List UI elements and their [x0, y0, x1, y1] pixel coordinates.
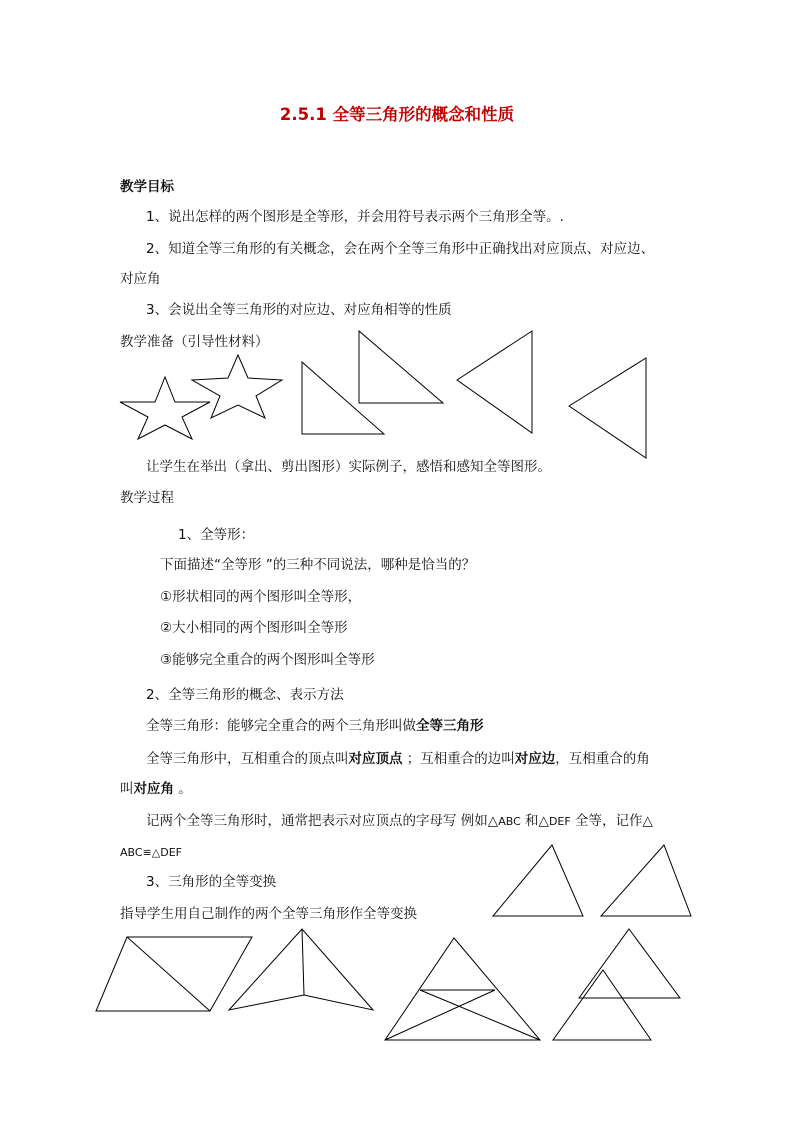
definition-term: 全等三角形 — [416, 718, 484, 734]
correspondence-line-2 — [120, 780, 192, 798]
option-3: ③能够完全重合的两个图形叫全等形 — [160, 652, 375, 668]
objective-2-cont: 对应角 — [120, 271, 161, 287]
term-side: 对应边 — [514, 751, 556, 767]
right-triangle-1 — [302, 362, 384, 434]
objective-2: 2、知道全等三角形的有关概念，会在两个全等三角形中正确找出对应顶点、对应边、 — [146, 241, 655, 257]
kite-figure — [229, 929, 373, 1010]
guide-text: 指导学生用自己制作的两个全等三角形作全等变换 — [120, 906, 417, 922]
label-def: DEF — [548, 815, 571, 828]
preparation-note: 让学生在举出（拿出、剪出图形）实际例子，感悟和感知全等图形。 — [146, 459, 551, 475]
label-abc: ABC — [498, 815, 521, 828]
notation-line-1 — [146, 812, 653, 831]
section-3: 3、三角形的全等变换 — [146, 874, 277, 890]
stacked-triangles-figure — [553, 929, 680, 1040]
star-2 — [192, 355, 282, 418]
process-heading: 教学过程 — [120, 490, 174, 506]
objective-3: 3、会说出全等三角形的对应边、对应角相等的性质 — [146, 302, 452, 318]
term-vertex: 对应顶点 — [348, 751, 403, 767]
correspondence-line-1 — [146, 750, 650, 768]
section-1: 1、全等形： — [178, 527, 255, 543]
definition-prefix: 全等三角形：能够完全重合的两个三角形叫做 — [146, 718, 416, 734]
option-1: ①形状相同的两个图形叫全等形， — [160, 589, 362, 605]
definition — [146, 717, 484, 735]
objectives-heading: 教学目标 — [120, 179, 174, 195]
text-segment: 记两个全等三角形时，通常把表示对应顶点的字母写 例如△ — [146, 813, 499, 829]
text-segment: ，互相重合的角 — [555, 751, 650, 767]
right-triangle-2 — [359, 331, 443, 403]
term-angle: 对应角 — [133, 781, 174, 797]
left-triangle-2 — [569, 358, 646, 458]
objective-1: 1、说出怎样的两个图形是全等形，并会用符号表示两个三角形全等。. — [146, 209, 564, 225]
left-triangle-1 — [457, 331, 532, 433]
text-segment: 。 — [174, 781, 192, 797]
page-title: 2.5.1 全等三角形的概念和性质 — [279, 105, 515, 124]
notation-line-2: ABC≌△DEF — [120, 846, 182, 859]
text-segment: 叫 — [120, 781, 134, 797]
text-segment: 和△ — [520, 813, 549, 829]
star-1 — [120, 377, 210, 439]
text-segment: 全等，记作△ — [570, 813, 653, 829]
text-segment: ；互相重合的边叫 — [402, 751, 515, 767]
parallelogram-figure — [96, 937, 252, 1011]
congruent-triangle-1 — [493, 845, 583, 916]
overlap-triangles-figure — [385, 938, 540, 1040]
option-2: ②大小相同的两个图形叫全等形 — [160, 620, 348, 636]
section-2: 2、全等三角形的概念、表示方法 — [146, 687, 344, 703]
question: 下面描述“全等形 ”的三种不同说法，哪种是恰当的？ — [160, 557, 476, 573]
text-segment: 全等三角形中，互相重合的顶点叫 — [146, 751, 349, 767]
congruent-triangle-2 — [601, 845, 691, 916]
preparation-heading: 教学准备（引导性材料） — [120, 334, 269, 350]
